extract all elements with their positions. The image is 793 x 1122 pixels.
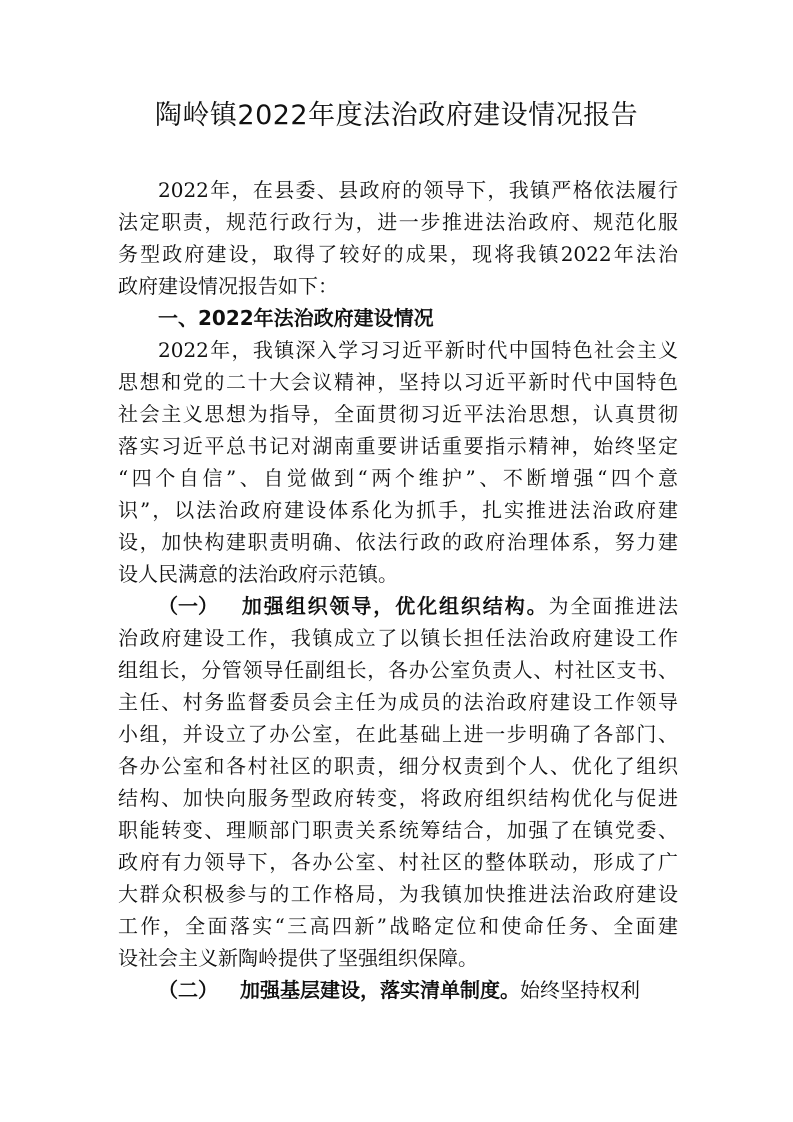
subsection1-paragraph <box>118 590 678 974</box>
text-line: 治政府建设工作，我镇成立了以镇长担任法治政府建设工作 <box>118 626 678 650</box>
text-line: 小组，并设立了办公室，在此基础上进一步明确了各部门、 <box>118 722 678 746</box>
text-line: 落实习近平总书记对湖南重要讲话重要指示精神，始终坚定 <box>118 434 678 458</box>
text-line: “四个自信”、自觉做到“两个维护”、不断增强“四个意 <box>118 466 678 490</box>
section1-paragraph <box>118 334 678 590</box>
text-line: 思想和党的二十大会议精神，坚持以习近平新时代中国特色 <box>118 370 678 394</box>
text-line: 工作，全面落实“三高四新”战略定位和使命任务、全面建 <box>118 914 678 938</box>
intro-paragraph <box>118 174 678 302</box>
text-line: 大群众积极参与的工作格局，为我镇加快推进法治政府建设 <box>118 882 678 906</box>
subsection-text: 始终坚持权利 <box>520 978 640 1002</box>
text-line: 主任、村务监督委员会主任为成员的法治政府建设工作领导 <box>118 690 678 714</box>
subsection-heading: 加强基层建设，落实清单制度。 <box>240 978 520 1002</box>
document-title: 陶岭镇2022年度法治政府建设情况报告 <box>154 100 639 131</box>
text-line: 法定职责，规范行政行为，进一步推进法治政府、规范化服 <box>118 210 678 234</box>
subsection2-paragraph <box>118 974 678 1006</box>
text-line: 政府建设情况报告如下： <box>118 274 338 298</box>
text-line: 各办公室和各村社区的职责，细分权责到个人、优化了组织 <box>118 754 678 778</box>
text-line: 2022年，在县委、县政府的领导下，我镇严格依法履行 <box>158 178 678 202</box>
text-line: 2022年，我镇深入学习习近平新时代中国特色社会主义 <box>158 338 678 362</box>
text-line: 识”，以法治政府建设体系化为抓手，扎实推进法治政府建 <box>118 498 678 522</box>
subsection-text: 为全面推进法 <box>548 594 678 618</box>
subsection-first-line <box>118 974 678 1006</box>
section-heading: 一、2022年法治政府建设情况 <box>158 306 434 330</box>
text-line: 设社会主义新陶岭提供了坚强组织保障。 <box>118 946 478 970</box>
text-line: 设，加快构建职责明确、依法行政的政府治理体系，努力建 <box>118 530 678 554</box>
subsection-number: （二） <box>158 978 218 1002</box>
subsection-first-line <box>118 590 678 622</box>
subsection-heading: 加强组织领导，优化组织结构。 <box>240 594 549 618</box>
text-line: 社会主义思想为指导，全面贯彻习近平法治思想，认真贯彻 <box>118 402 678 426</box>
text-line: 政府有力领导下，各办公室、村社区的整体联动，形成了广 <box>118 850 678 874</box>
text-line: 组组长，分管领导任副组长，各办公室负责人、村社区支书、 <box>118 658 678 682</box>
subsection-number: （一） <box>158 594 218 618</box>
text-line: 结构、加快向服务型政府转变，将政府组织结构优化与促进 <box>118 786 678 810</box>
text-line: 设人民满意的法治政府示范镇。 <box>118 562 398 586</box>
document-body <box>118 174 678 1006</box>
text-line: 职能转变、理顺部门职责关系统筹结合，加强了在镇党委、 <box>118 818 678 842</box>
text-line: 务型政府建设，取得了较好的成果，现将我镇2022年法治 <box>118 242 678 266</box>
